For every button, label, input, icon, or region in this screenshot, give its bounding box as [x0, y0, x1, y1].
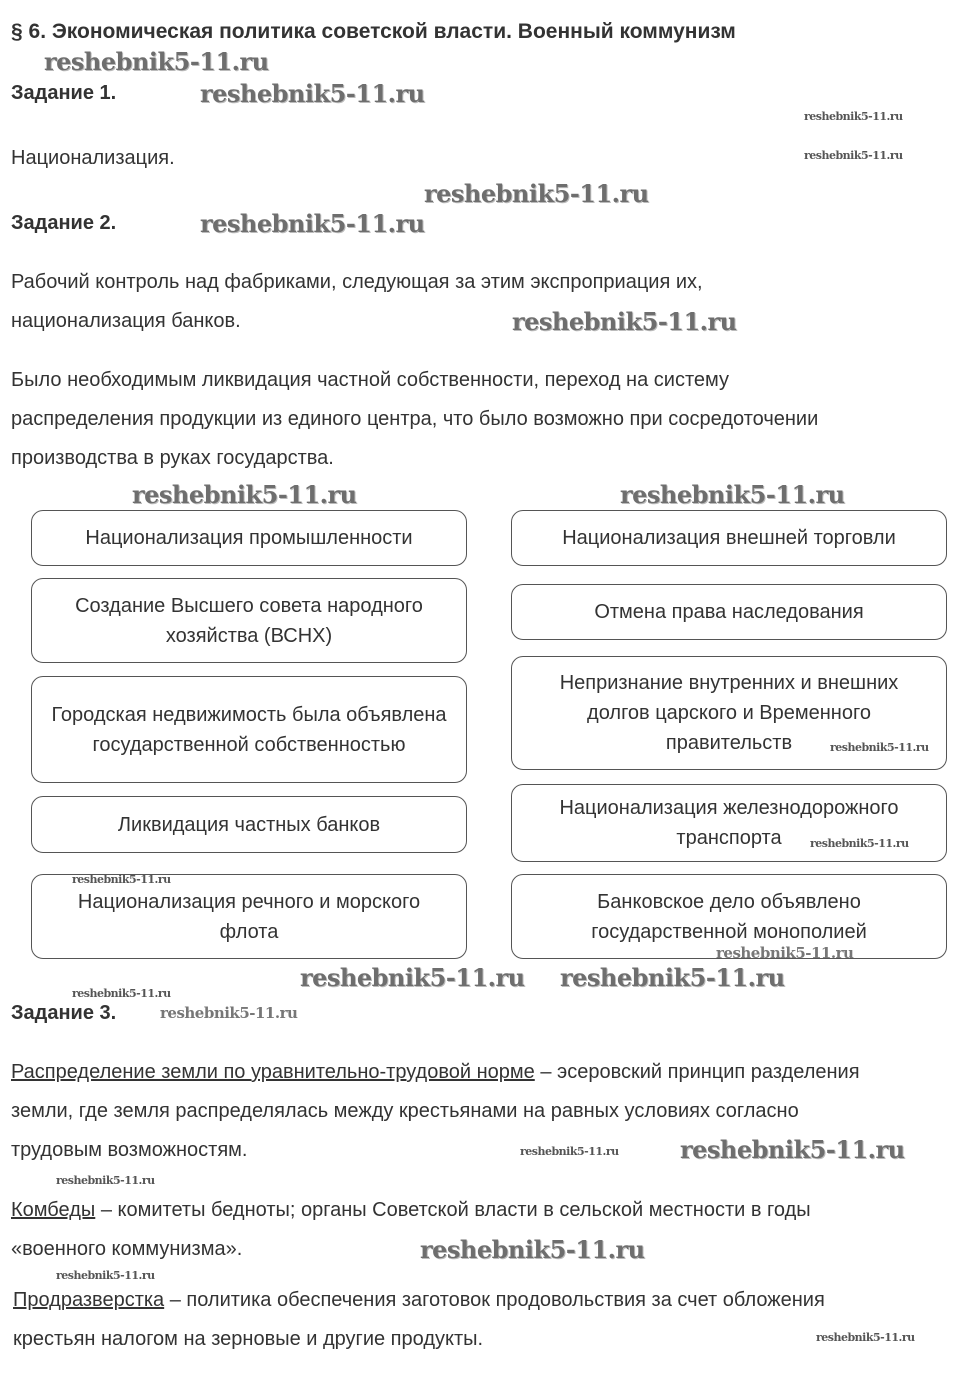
task3-heading: Задание 3.	[11, 1002, 117, 1024]
watermark: reshebnik5-11.ru	[816, 1331, 915, 1344]
watermark: reshebnik5-11.ru	[810, 837, 909, 850]
right-box-3: Непризнание внутренних и внешних долгов царского и Временного правительств	[511, 656, 947, 770]
term-definition: – эсеровский принцип разделения земли, где земля распределялась между крестьянами на равных условиях согласно трудовым возможностям.	[11, 1061, 860, 1161]
term-name: Распределение земли по уравнительно-трудовой норме	[11, 1061, 535, 1083]
term-name: Комбеды	[11, 1199, 96, 1221]
task1-answer: Национализация.	[11, 147, 175, 169]
left-box-4: Ликвидация частных банков	[31, 796, 467, 853]
term-3	[13, 1281, 843, 1359]
watermark: reshebnik5-11.ru	[804, 110, 903, 123]
watermark: reshebnik5-11.ru	[132, 480, 357, 509]
watermark: reshebnik5-11.ru	[72, 987, 171, 1000]
watermark: reshebnik5-11.ru	[424, 179, 649, 208]
watermark: reshebnik5-11.ru	[512, 307, 737, 336]
task2-paragraph-2: Было необходимым ликвидация частной собственности, переход на систему распределения продукции из единого центра, что было возможно при сосредоточении производства в руках государства.	[11, 369, 819, 469]
right-box-1: Национализация внешней торговли	[511, 510, 947, 566]
watermark: reshebnik5-11.ru	[716, 944, 854, 962]
watermark: reshebnik5-11.ru	[830, 741, 929, 754]
watermark: reshebnik5-11.ru	[160, 1004, 298, 1022]
right-box-2: Отмена права наследования	[511, 584, 947, 640]
watermark: reshebnik5-11.ru	[680, 1135, 905, 1164]
watermark: reshebnik5-11.ru	[200, 209, 425, 238]
watermark: reshebnik5-11.ru	[420, 1235, 645, 1264]
watermark: reshebnik5-11.ru	[56, 1269, 155, 1282]
watermark: reshebnik5-11.ru	[44, 47, 269, 76]
watermark: reshebnik5-11.ru	[72, 873, 171, 886]
left-box-5: Национализация речного и морского флота	[31, 874, 467, 959]
term-definition: – комитеты бедноты; органы Советской власти в сельской местности в годы «военного коммунизма».	[11, 1199, 811, 1260]
watermark: reshebnik5-11.ru	[200, 79, 425, 108]
watermark: reshebnik5-11.ru	[560, 963, 785, 992]
right-box-4: Национализация железнодорожного транспорта	[511, 784, 947, 862]
term-name: Продразверстка	[13, 1289, 165, 1311]
watermark: reshebnik5-11.ru	[520, 1145, 619, 1158]
task2-paragraph-1: Рабочий контроль над фабриками, следующая за этим экспроприация их, национализация банков.	[11, 271, 703, 332]
right-box-5: Банковское дело объявлено государственной монополией	[511, 874, 947, 959]
watermark: reshebnik5-11.ru	[804, 149, 903, 162]
watermark: reshebnik5-11.ru	[56, 1174, 155, 1187]
left-box-3: Городская недвижимость была объявлена государственной собственностью	[31, 676, 467, 783]
page-title: § 6. Экономическая политика советской власти. Военный коммунизм	[11, 20, 736, 43]
left-box-2: Создание Высшего совета народного хозяйства (ВСНХ)	[31, 578, 467, 663]
watermark: reshebnik5-11.ru	[300, 963, 525, 992]
term-definition: – политика обеспечения заготовок продовольствия за счет обложения крестьян налогом на зерновые и другие продукты.	[13, 1289, 825, 1350]
left-box-1: Национализация промышленности	[31, 510, 467, 566]
task2-heading: Задание 2.	[11, 212, 117, 234]
watermark: reshebnik5-11.ru	[620, 480, 845, 509]
task1-heading: Задание 1.	[11, 82, 117, 104]
